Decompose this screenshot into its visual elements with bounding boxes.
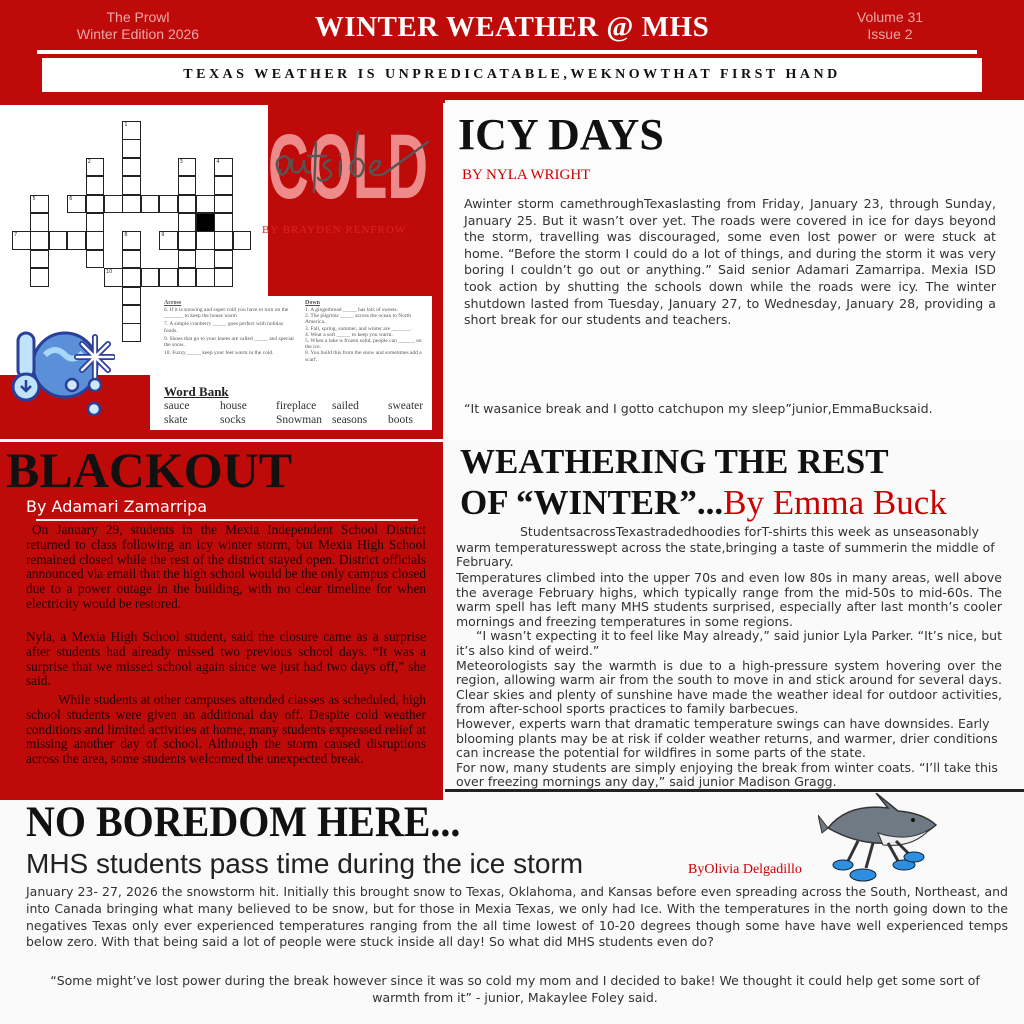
boredom-subtitle: MHS students pass time during the ice storm bbox=[26, 848, 584, 879]
crossword-cell bbox=[178, 158, 197, 177]
publication-name: The Prowl bbox=[106, 9, 170, 25]
crossword-cell bbox=[122, 121, 141, 140]
crossword-cell bbox=[86, 176, 105, 195]
crossword-cell bbox=[214, 268, 233, 287]
weathering-paragraph: However, experts warn that dramatic temperature swings can have downsides. Early blooming plants may be at risk if colder weather returns, and warmer, drier conditions can increase the potential for wildfires in some parts of the state. bbox=[456, 715, 998, 761]
crossword-cell bbox=[86, 195, 105, 214]
crossword-cell bbox=[214, 158, 233, 177]
word-bank-item: sweater bbox=[388, 400, 424, 412]
icy-days-body: Awinter storm camethroughTexaslasting from Friday, January 23, through Sunday, January 25. But it wasn’t over yet. The roads were covered in ice for days beyond the storm, travelling was discouraged, some even lost power or were stuck at home. “Before the storm I could do a lot of things, and during the storm it was very boring I couldn’t go out or anything.” Said senior Adamari Zamarripa. Mexia ISD took action by shutting the schools down while the roads were icy. The winter shutdown lasted from Tuesday, January 27, to Wednesday, January 28, providing a short break for our students and teachers. bbox=[464, 196, 996, 328]
word-bank-title: Word Bank bbox=[164, 384, 229, 399]
edition: Winter Edition 2026 bbox=[76, 26, 200, 42]
crossword-cell bbox=[30, 231, 49, 250]
crossword-cell bbox=[141, 195, 160, 214]
blackout-rule bbox=[36, 519, 418, 521]
crossword-cell bbox=[122, 231, 141, 250]
crossword-cell bbox=[196, 195, 215, 214]
clue-down: 1. A gingerbread _____ has lots of sweets. bbox=[305, 307, 399, 313]
clue-down: 8. You build this from the snow and sometimes add a scarf. bbox=[305, 350, 422, 363]
boredom-byline: ByOlivia Delgadillo bbox=[688, 862, 802, 877]
word-bank-item: house bbox=[220, 400, 247, 412]
clue-across: 9. Shoes that go to your knees are called _____ and special the snow. bbox=[164, 335, 294, 349]
crossword-black-cell bbox=[196, 213, 215, 232]
crossword-cell bbox=[86, 231, 105, 250]
crossword-cell bbox=[122, 195, 141, 214]
crossword-cell-number: 4 bbox=[216, 158, 220, 165]
crossword-cell-number: 8 bbox=[124, 232, 128, 239]
blackout-paragraph: On January 29, students in the Mexia Independent School District returned to class following an icy winter storm, but Mexia High School remained closed while the rest of the district stayed open. District officials announced via email that the high school would be the only campus closed due to a power outage in the building, with no clear timeline for when electricity would be restored. bbox=[26, 522, 426, 611]
crossword-cell bbox=[196, 268, 215, 287]
crossword-cell bbox=[67, 231, 86, 250]
icy-days-title: ICY DAYS bbox=[458, 110, 664, 159]
word-bank-item: seasons bbox=[332, 414, 368, 426]
weathering-lead-continued: warm temperaturesswept across the state,bringing a taste of summerin the middle of February. bbox=[456, 540, 995, 569]
crossword-cell-number: 10 bbox=[106, 269, 113, 276]
boredom-quote: “Some might’ve lost power during the break however since it was so cold my mom and I decided to bake! We thought it could help get some sort of warmth from it” - junior, Makaylee Foley said. bbox=[50, 973, 980, 1005]
crossword-cell bbox=[159, 268, 178, 287]
shark-mascot-icon bbox=[818, 793, 943, 892]
crossword-cell bbox=[30, 213, 49, 232]
clue-across: 10. Fuzzy _____ keep your feet warm in the cold. bbox=[164, 350, 274, 357]
crossword-cell bbox=[214, 250, 233, 269]
crossword-cell bbox=[122, 176, 141, 195]
word-bank-item: sailed bbox=[332, 400, 359, 412]
newsletter-title: WINTER WEATHER @ MHS bbox=[314, 11, 710, 43]
crossword-cell bbox=[196, 231, 215, 250]
cold-outside-logo bbox=[258, 112, 438, 220]
blackout-paragraph: Nyla, a Mexia High School student, said the closure came as a surprise after students had already missed two previous school days. “It was a surprise that we missed school again since we just had two days off,” she said. bbox=[26, 629, 426, 689]
crossword-cell bbox=[214, 213, 233, 232]
header-divider bbox=[37, 50, 977, 54]
volume-info bbox=[830, 9, 950, 43]
crossword-cell bbox=[30, 268, 49, 287]
clue-down: 5. When a lake is frozen solid, people can ______ on the ice. bbox=[305, 338, 422, 351]
crossword-cell bbox=[233, 231, 252, 250]
icy-days-quote: “It wasanice break and I gotto catchupon my sleep”junior,EmmaBucksaid. bbox=[464, 401, 933, 416]
weathering-title-line2: OF “WINTER”... bbox=[460, 483, 724, 522]
word-bank-item: skate bbox=[164, 414, 188, 426]
word-bank-item: boots bbox=[388, 414, 413, 426]
crossword-cell bbox=[178, 213, 197, 232]
crossword-cell bbox=[122, 139, 141, 158]
crossword-cell bbox=[178, 195, 197, 214]
crossword-cell-number: 9 bbox=[161, 232, 165, 239]
blackout-byline: By Adamari Zamarripa bbox=[26, 497, 208, 516]
weathering-paragraph: Temperatures climbed into the upper 70s and even low 80s in many areas, well above the average February highs, which typically range from the mid-50s to mid-60s. The warm spell has left many MHS students surprised, especially after last month’s cooler mornings and freezing temperatures in some regions. bbox=[456, 570, 1002, 629]
weathering-body bbox=[456, 571, 1002, 790]
issue: Issue 2 bbox=[867, 26, 913, 42]
crossword-cell bbox=[30, 195, 49, 214]
clue-down: 2. The pilgrims _____ across the ocean to North America. bbox=[305, 313, 412, 326]
crossword-cell bbox=[86, 250, 105, 269]
crossword-cell bbox=[122, 158, 141, 177]
crossword-byline: BY BRAYDEN RENFROW bbox=[262, 224, 407, 236]
crossword-cell bbox=[159, 231, 178, 250]
crossword-cell bbox=[122, 268, 141, 287]
crossword-cell bbox=[178, 268, 197, 287]
crossword-cell bbox=[12, 231, 31, 250]
crossword-cell bbox=[49, 231, 68, 250]
down-heading: Down bbox=[305, 300, 321, 306]
section-divider bbox=[445, 789, 1024, 792]
blackout-paragraph: While students at other campuses attended classes as scheduled, high school students were given an additional day off. Despite cold weather conditions and limited activities at home, many students expressed relief at missing another day of school. Although the storm caused disruptions across the area, some students welcomed the unexpected break. bbox=[26, 692, 426, 767]
weathering-paragraph: “I wasn’t expecting it to feel like May already,” said junior Lyla Parker. “It’s nice, but it’s also kind of weird.” bbox=[456, 628, 1002, 658]
weathering-byline: By Emma Buck bbox=[723, 483, 947, 522]
crossword-cell bbox=[122, 323, 141, 342]
crossword-cell-number: 5 bbox=[32, 195, 36, 202]
clue-down: 4. Wear a soft _____ to keep you warm. bbox=[305, 331, 393, 338]
word-bank-item: fireplace bbox=[276, 400, 317, 412]
crossword-cell-number: 2 bbox=[87, 158, 91, 165]
word-bank-item: sauce bbox=[164, 400, 190, 412]
icy-days-byline: BY NYLA WRIGHT bbox=[462, 167, 591, 183]
crossword-cell bbox=[178, 250, 197, 269]
crossword-cell bbox=[159, 195, 178, 214]
crossword-cell bbox=[214, 195, 233, 214]
across-heading: Across bbox=[164, 300, 182, 306]
cold-weather-icon bbox=[10, 325, 115, 424]
weathering-lead: StudentsacrossTexastradedhoodies forT-shirts this week as unseasonably bbox=[520, 524, 980, 539]
crossword-cell bbox=[30, 250, 49, 269]
crossword-cell bbox=[122, 305, 141, 324]
crossword-cell bbox=[67, 195, 86, 214]
weathering-paragraph: Meteorologists say the warmth is due to a high-pressure system hovering over the region, allowing warm air from the south to move in and stick around for several days. Clear skies and plenty of sunshine have made the weather ideal for outdoor activities, from after-school sports practices to family barbecues. bbox=[456, 657, 1002, 717]
blackout-title: BLACKOUT bbox=[6, 442, 293, 498]
clue-across: 7. A simple cranberry _____ goes perfect with holiday foods. bbox=[164, 321, 284, 334]
crossword-cell bbox=[178, 176, 197, 195]
crossword-cell bbox=[86, 213, 105, 232]
crossword-cell bbox=[104, 268, 123, 287]
crossword-cell bbox=[141, 268, 160, 287]
crossword-cell bbox=[178, 231, 197, 250]
crossword-cell bbox=[86, 158, 105, 177]
weathering-title-line1: WEATHERING THE REST bbox=[460, 442, 889, 481]
tagline: TEXAS WEATHER IS UNPREDICATABLE,WEKNOWTHAT FIRST HAND bbox=[42, 58, 982, 92]
crossword-cell-number: 7 bbox=[14, 232, 18, 239]
crossword-cell bbox=[122, 250, 141, 269]
boredom-title: NO BOREDOM HERE... bbox=[26, 799, 461, 846]
weathering-title bbox=[460, 441, 947, 523]
volume: Volume 31 bbox=[856, 9, 924, 25]
crossword-cell bbox=[104, 195, 123, 214]
crossword-cell bbox=[214, 231, 233, 250]
word-bank-item: Snowman bbox=[276, 414, 322, 426]
clue-down: 3. Fall, spring, summer, and winter are _______. bbox=[305, 325, 413, 332]
crossword-cell-number: 6 bbox=[69, 195, 73, 202]
clue-across: 6. If it is snowing and super cold you have to turn on the _______ to keep the house warm bbox=[164, 307, 289, 320]
crossword-cell-number: 3 bbox=[179, 158, 183, 165]
word-bank-item: socks bbox=[220, 414, 246, 426]
logo-cold-text: COLD bbox=[268, 116, 428, 218]
boredom-body: January 23- 27, 2026 the snowstorm hit. Initially this brought snow to Texas, Oklahoma, and Kansas before even spreading across the South, Northeast, and into Canada bringing what many believed to be snow, but for those in Mexia Texas, we only had Ice. With the temperatures in the north going down to the negatives Texas only ever experienced temperatures ranging from the all time lowest of 10-20 degrees though some have have well experienced temps below zero. With that being said a lot of people were stuck inside all day! So what did MHS students even do? bbox=[26, 884, 1008, 950]
crossword-cell bbox=[122, 287, 141, 306]
crossword-clues bbox=[150, 296, 432, 430]
crossword-cell bbox=[214, 176, 233, 195]
crossword-cell-number: 1 bbox=[124, 122, 128, 128]
weathering-paragraph: For now, many students are simply enjoying the break from winter coats. “I’ll take this over freezing mornings any day,” said junior Madison Gragg. bbox=[456, 759, 998, 790]
